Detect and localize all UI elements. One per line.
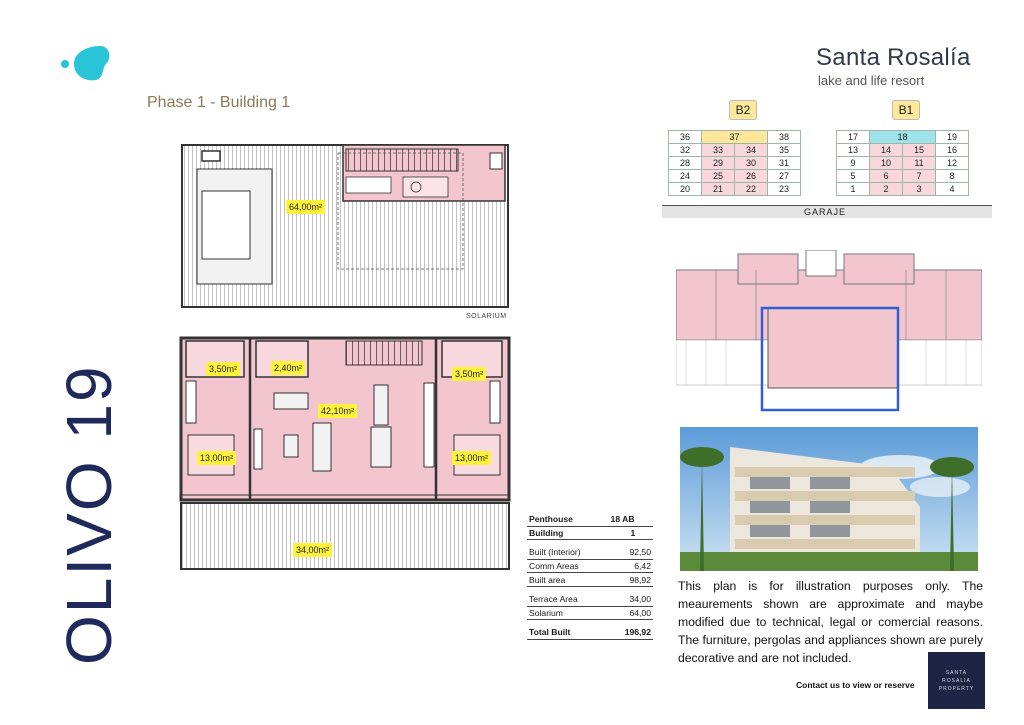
table-row: Penthouse 18 AB <box>527 513 653 526</box>
brand-splash-icon <box>58 42 114 84</box>
specification-table <box>527 513 653 640</box>
table-row: Solarium 64,00 <box>529 607 651 618</box>
bedroom-1-area-label: 13,00m² <box>197 451 236 465</box>
table-row: Built (Interior) 92,50 <box>529 547 651 558</box>
bathroom-3-area-label: 3,50m² <box>452 367 486 381</box>
building-b1-tag: B1 <box>892 100 920 120</box>
brand-name: Santa Rosalía <box>816 44 971 71</box>
solarium-caption: SOLARIUM <box>466 313 507 320</box>
terrace-area-label: 34,00m² <box>293 543 332 557</box>
disclaimer-text: This plan is for illustration purposes only. The meaurements shown are approximate and maybe modified due to technical, legal or comercial reasons. The furniture, pergolas and appliances shown are purely decorative and are not included. <box>678 579 983 665</box>
building-b2-grid: 36 37 38 32 33 34 35 28 29 30 31 24 25 26 27 20 21 22 23 <box>668 130 801 196</box>
brand-tagline: lake and life resort <box>818 73 925 88</box>
site-plan <box>676 250 982 420</box>
building-render-photo <box>680 427 978 571</box>
building-b2-tag: B2 <box>729 100 757 120</box>
bedroom-2-area-label: 13,00m² <box>452 451 491 465</box>
garage-label: GARAJE <box>804 207 847 217</box>
building-b1-grid: 17 18 19 13 14 15 16 9 10 11 12 5 6 7 8 1 2 3 4 <box>836 130 969 196</box>
bathroom-2-area-label: 2,40m² <box>271 361 305 375</box>
santa-rosalia-property-logo: SANTA ROSALIA PROPERTY <box>928 652 985 709</box>
living-area-label: 42,10m² <box>318 404 357 418</box>
phase-label: Phase 1 - Building 1 <box>147 94 291 111</box>
table-row: Comm Areas 6,42 <box>529 561 651 572</box>
property-title: OLIVO 19 <box>53 364 125 665</box>
bathroom-1-area-label: 3,50m² <box>206 362 240 376</box>
table-row: Building 1 <box>527 526 653 540</box>
solarium-floor-plan <box>180 143 510 323</box>
table-row: Terrace Area 34,00 <box>529 594 651 605</box>
solarium-area-label: 64,00m² <box>286 200 325 214</box>
contact-link[interactable]: Contact us to view or reserve <box>796 680 915 690</box>
table-row: Total Built 196,92 <box>529 627 651 638</box>
table-row: Built area 98,92 <box>529 574 651 585</box>
